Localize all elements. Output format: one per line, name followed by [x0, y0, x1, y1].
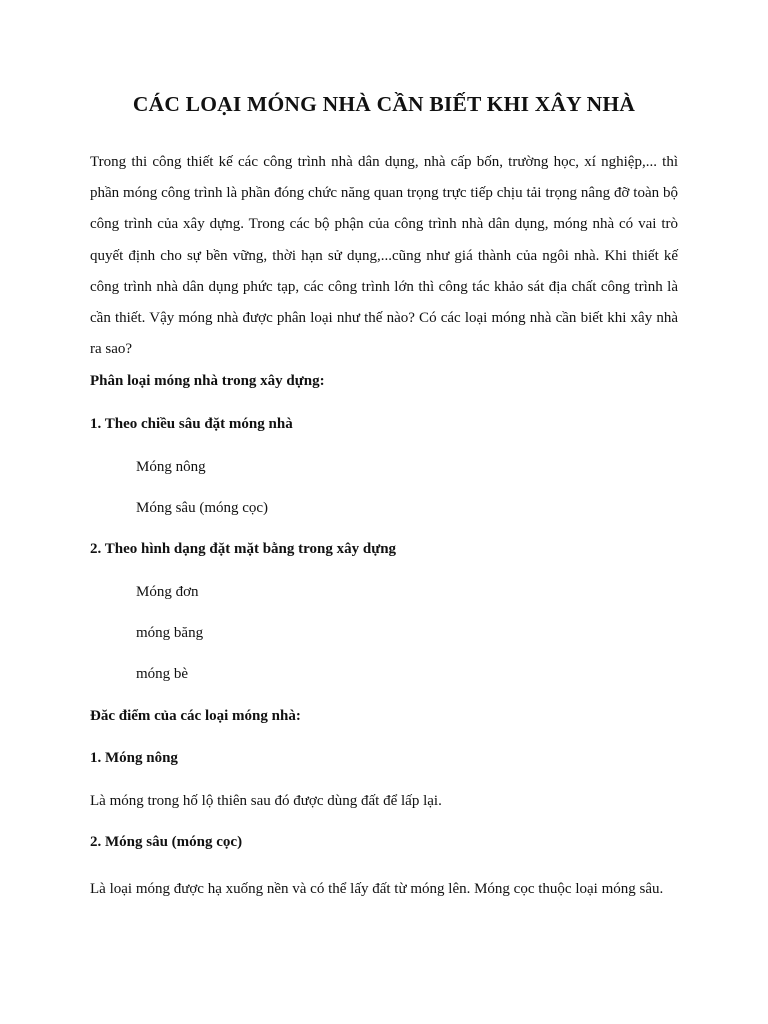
- list-item-single-foundation: Móng đơn: [136, 584, 199, 600]
- list-item-shallow-foundation: Móng nông: [136, 459, 206, 475]
- document-title: CÁC LOẠI MÓNG NHÀ CẦN BIẾT KHI XÂY NHÀ: [132, 92, 636, 116]
- list-item-raft-foundation: móng bè: [136, 666, 189, 682]
- features-heading: Đăc điểm của các loại móng nhà:: [90, 708, 301, 724]
- classification-heading: Phân loại móng nhà trong xây dựng:: [90, 373, 325, 389]
- deep-foundation-text: Là loại móng được hạ xuống nền và có thể lấy đất từ móng lên. Móng cọc thuộc loại móng sâu.: [90, 881, 664, 897]
- by-shape-heading: 2. Theo hình dạng đặt mặt bằng trong xây dựng: [90, 541, 397, 557]
- intro-paragraph: Trong thi công thiết kế các công trình nhà dân dụng, nhà cấp bốn, trường học, xí nghiệp,... thì phần móng công trình là phần đóng chức năng quan trọng trực tiếp chịu tải trọng nâng đỡ toàn bộ công trình của xây dựng. Trong các bộ phận của công trình nhà dân dụng, móng nhà có vai trò quyết định cho sự bền vững, thời hạn sử dụng,...cũng như giá thành của ngôi nhà. Khi thiết kế công trình nhà dân dụng phức tạp, các công trình lớn thì công tác khảo sát địa chất công trình là cần thiết. Vậy móng nhà được phân loại như thế nào? Có các loại móng nhà cần biết khi xây nhà ra sao?: [90, 154, 678, 358]
- by-depth-heading: 1. Theo chiều sâu đặt móng nhà: [90, 416, 293, 432]
- deep-foundation-heading: 2. Móng sâu (móng cọc): [90, 834, 243, 850]
- shallow-foundation-text: Là móng trong hố lộ thiên sau đó được dùng đất để lấp lại.: [90, 793, 442, 809]
- list-item-deep-foundation: Móng sâu (móng cọc): [136, 500, 269, 516]
- shallow-foundation-heading: 1. Móng nông: [90, 750, 178, 766]
- list-item-strip-foundation: móng băng: [136, 625, 204, 641]
